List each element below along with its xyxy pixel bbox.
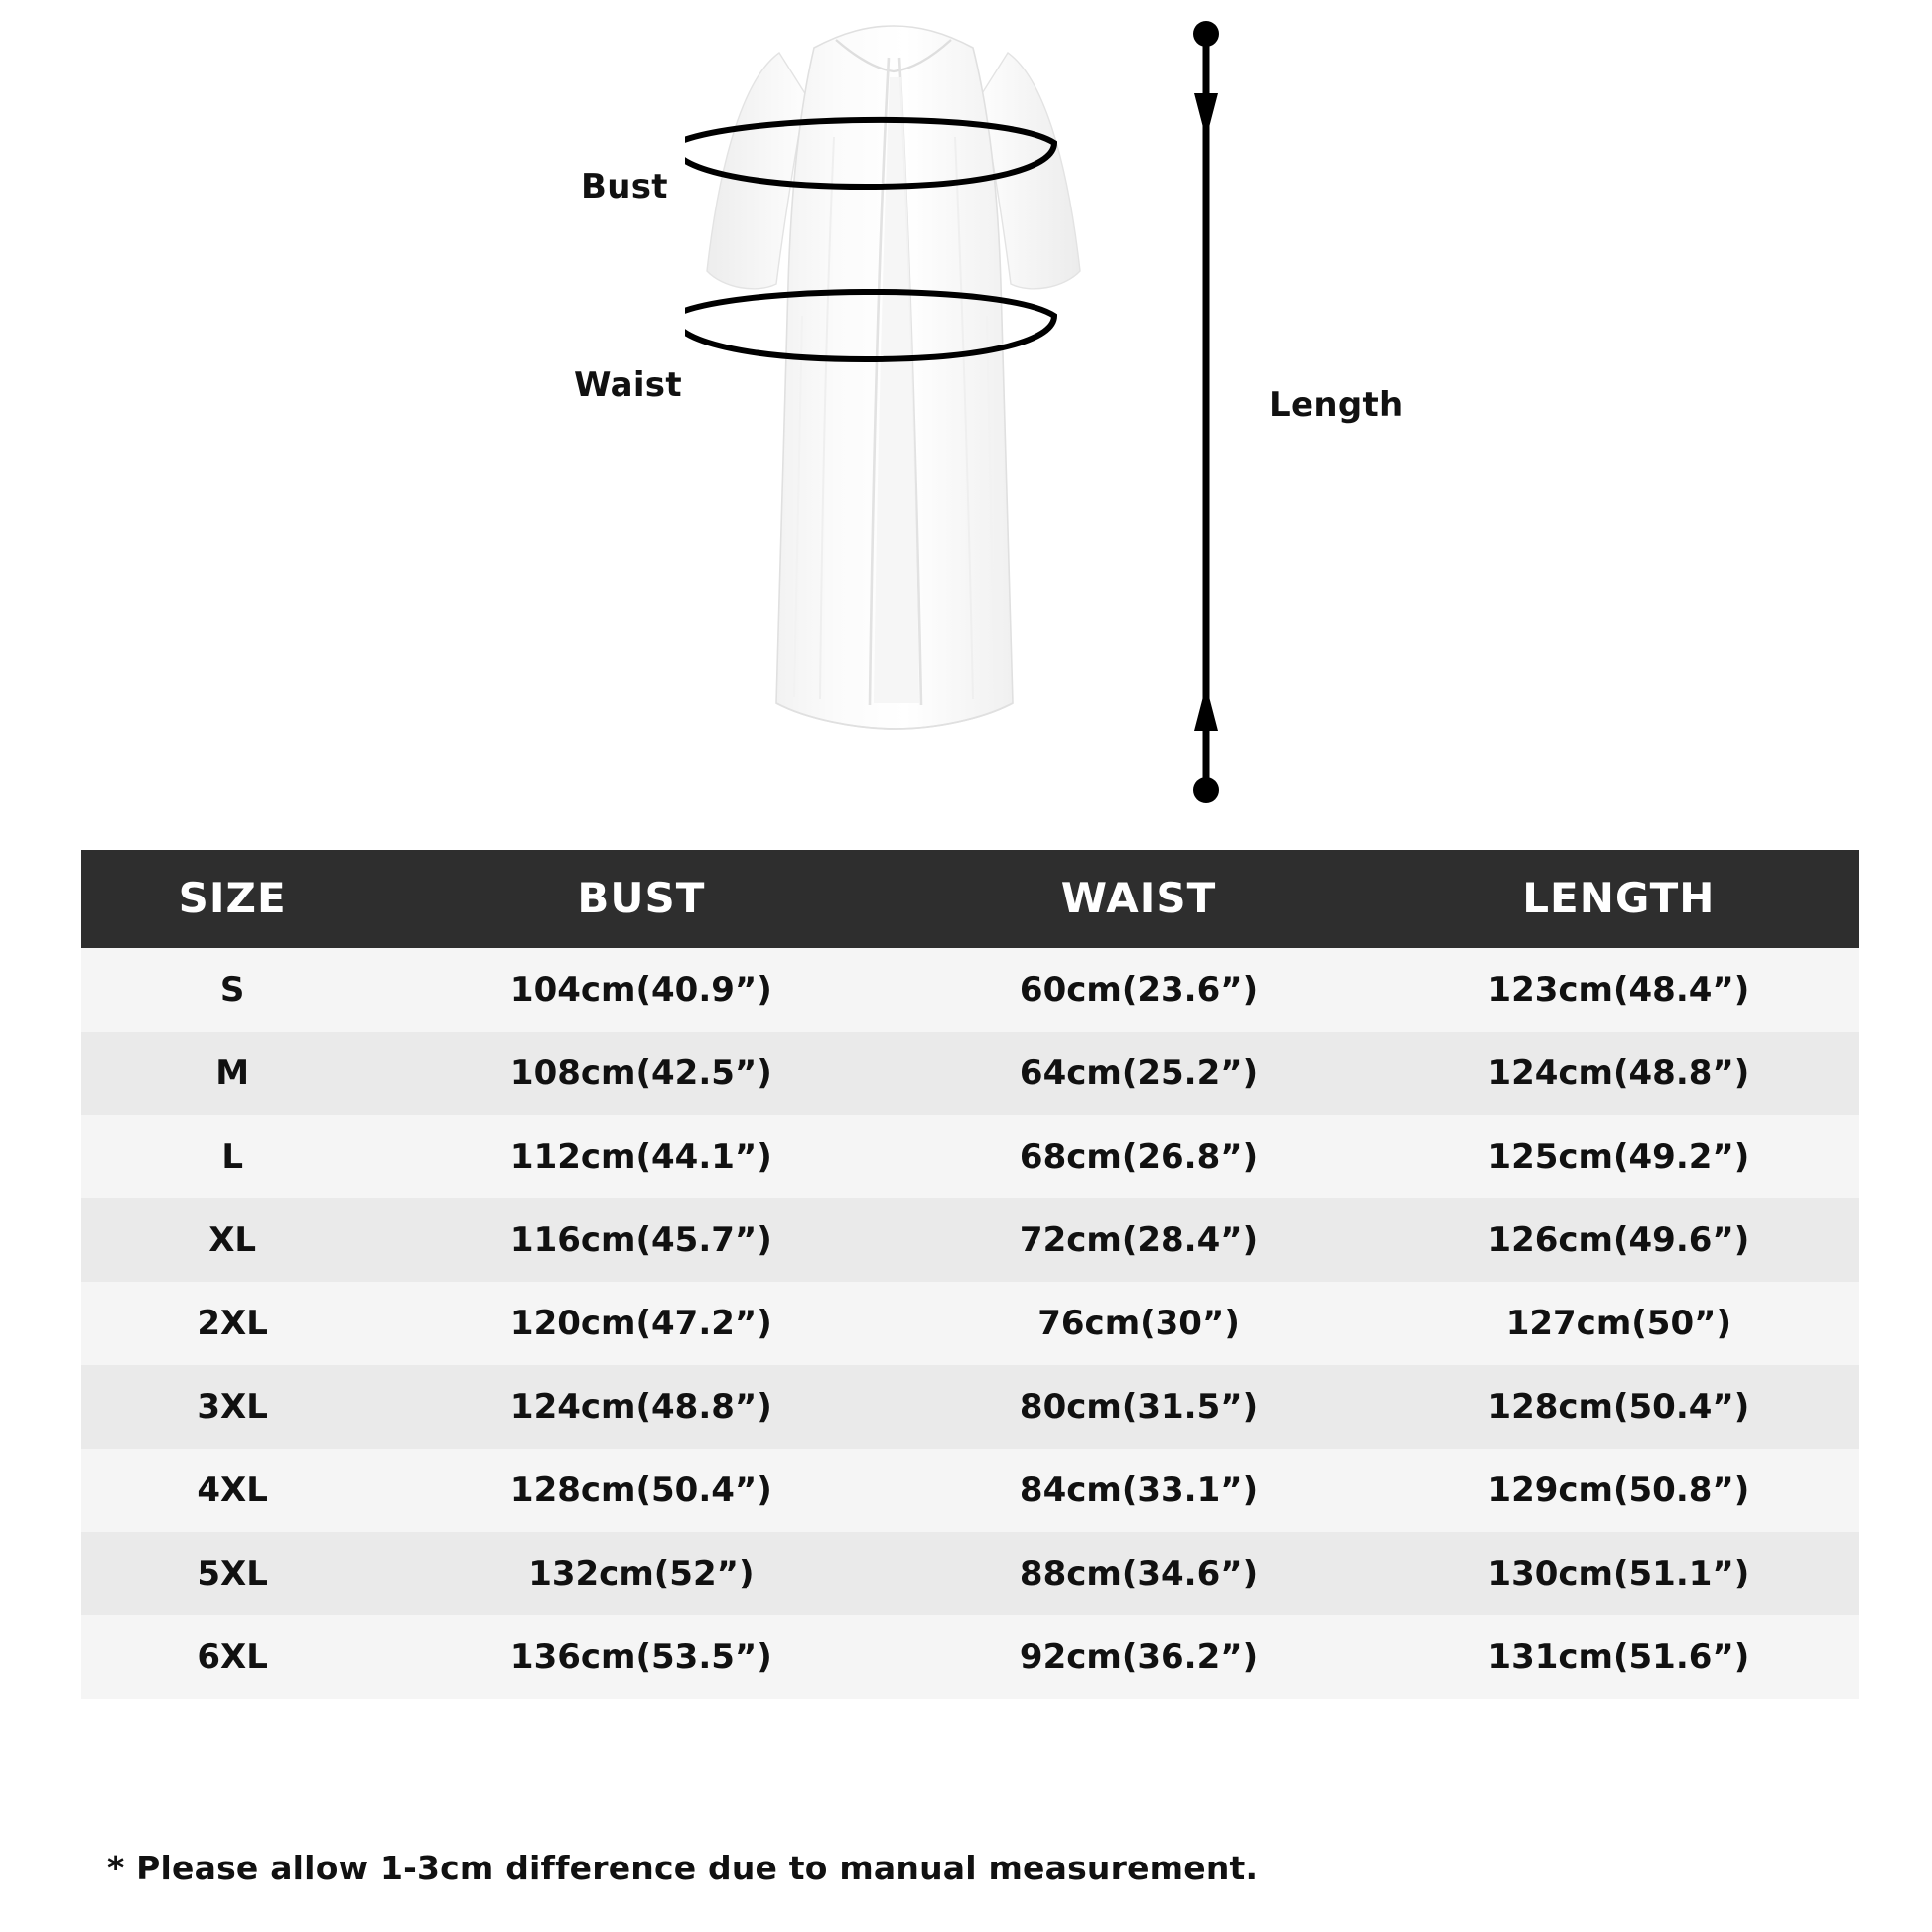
cell-length: 125cm(49.2”) xyxy=(1379,1115,1859,1198)
cell-bust: 120cm(47.2”) xyxy=(383,1282,898,1365)
cell-length: 131cm(51.6”) xyxy=(1379,1615,1859,1699)
bust-label: Bust xyxy=(581,167,668,207)
cell-bust: 124cm(48.8”) xyxy=(383,1365,898,1449)
cell-bust: 136cm(53.5”) xyxy=(383,1615,898,1699)
cell-bust: 112cm(44.1”) xyxy=(383,1115,898,1198)
cell-size: M xyxy=(81,1032,383,1115)
cell-size: 4XL xyxy=(81,1449,383,1532)
cardigan-illustration xyxy=(685,18,1102,822)
cell-length: 127cm(50”) xyxy=(1379,1282,1859,1365)
cell-size: XL xyxy=(81,1198,383,1282)
cell-bust: 104cm(40.9”) xyxy=(383,948,898,1032)
cell-waist: 76cm(30”) xyxy=(898,1282,1378,1365)
table-row xyxy=(81,1449,1859,1532)
size-table-body xyxy=(81,948,1859,1699)
table-row xyxy=(81,1115,1859,1198)
cell-waist: 84cm(33.1”) xyxy=(898,1449,1378,1532)
cell-waist: 72cm(28.4”) xyxy=(898,1198,1378,1282)
table-row xyxy=(81,1615,1859,1699)
cell-bust: 108cm(42.5”) xyxy=(383,1032,898,1115)
measurement-note: * Please allow 1-3cm difference due to manual measurement. xyxy=(107,1849,1259,1887)
cell-bust: 116cm(45.7”) xyxy=(383,1198,898,1282)
cell-size: 6XL xyxy=(81,1615,383,1699)
cell-length: 126cm(49.6”) xyxy=(1379,1198,1859,1282)
cell-waist: 60cm(23.6”) xyxy=(898,948,1378,1032)
garment-illustration xyxy=(0,0,1932,839)
cardigan-icon xyxy=(685,18,1102,822)
cell-size: 5XL xyxy=(81,1532,383,1615)
vertical-arrow-icon xyxy=(1186,20,1226,804)
column-header-bust: BUST xyxy=(383,850,898,948)
cell-waist: 68cm(26.8”) xyxy=(898,1115,1378,1198)
column-header-waist: WAIST xyxy=(898,850,1378,948)
cell-bust: 128cm(50.4”) xyxy=(383,1449,898,1532)
cell-waist: 88cm(34.6”) xyxy=(898,1532,1378,1615)
table-row xyxy=(81,1282,1859,1365)
cell-waist: 80cm(31.5”) xyxy=(898,1365,1378,1449)
column-header-size: SIZE xyxy=(81,850,383,948)
cell-length: 128cm(50.4”) xyxy=(1379,1365,1859,1449)
cell-bust: 132cm(52”) xyxy=(383,1532,898,1615)
cell-size: S xyxy=(81,948,383,1032)
length-label: Length xyxy=(1269,385,1404,425)
column-header-length: LENGTH xyxy=(1379,850,1859,948)
table-row xyxy=(81,1365,1859,1449)
cell-length: 123cm(48.4”) xyxy=(1379,948,1859,1032)
cell-length: 129cm(50.8”) xyxy=(1379,1449,1859,1532)
cell-size: L xyxy=(81,1115,383,1198)
cell-waist: 92cm(36.2”) xyxy=(898,1615,1378,1699)
table-row xyxy=(81,1032,1859,1115)
cell-waist: 64cm(25.2”) xyxy=(898,1032,1378,1115)
cell-size: 3XL xyxy=(81,1365,383,1449)
table-row xyxy=(81,948,1859,1032)
length-measure-arrow xyxy=(1186,20,1226,804)
cell-length: 130cm(51.1”) xyxy=(1379,1532,1859,1615)
table-header-row xyxy=(81,850,1859,948)
size-table xyxy=(81,850,1859,1699)
cell-length: 124cm(48.8”) xyxy=(1379,1032,1859,1115)
cell-size: 2XL xyxy=(81,1282,383,1365)
size-table-header xyxy=(81,850,1859,948)
table-row xyxy=(81,1532,1859,1615)
table-row xyxy=(81,1198,1859,1282)
waist-label: Waist xyxy=(574,365,682,405)
